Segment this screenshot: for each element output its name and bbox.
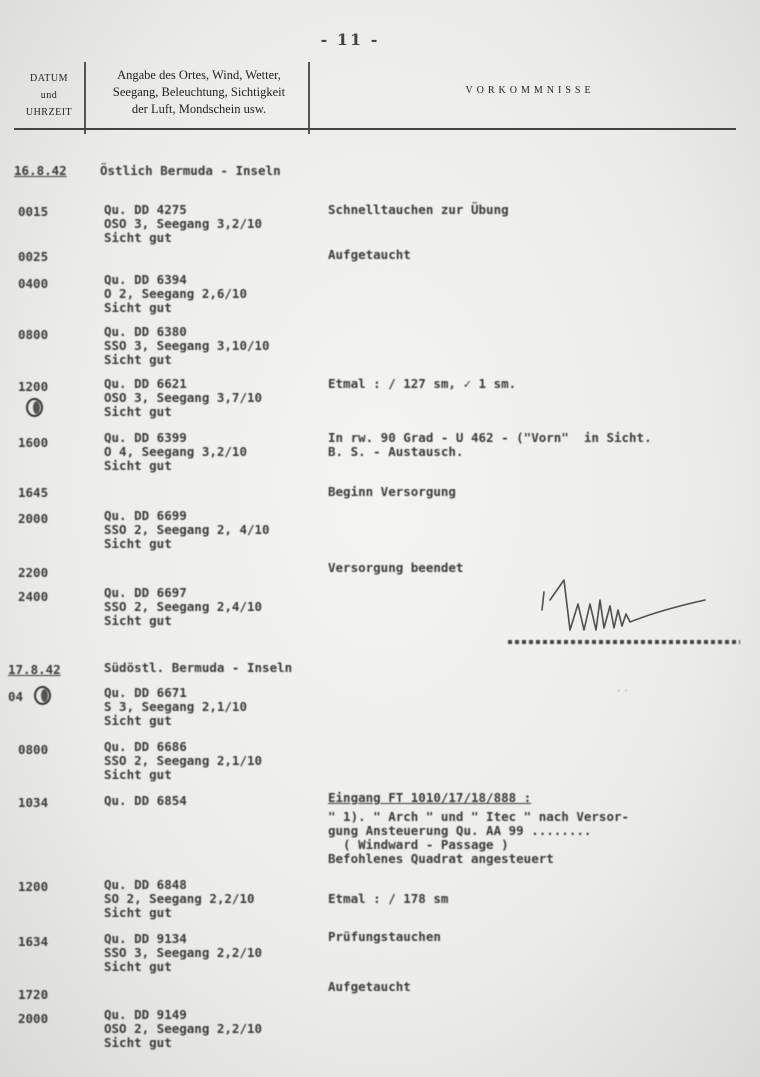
column-divider — [308, 62, 310, 134]
entry-time: 1034 — [18, 795, 49, 810]
entry-event: Versorgung beendet — [328, 560, 464, 575]
entry-event: Prüfungstauchen — [328, 929, 441, 944]
entry-time: 0015 — [18, 204, 49, 219]
entry-event: Beginn Versorgung — [328, 484, 456, 499]
entry-conditions: Qu. DD 6854 — [104, 793, 187, 808]
entry-time: 1600 — [18, 435, 49, 450]
entry-time: 0800 — [18, 742, 49, 757]
entry-conditions: Qu. DD 6699 SSO 2, Seegang 2, 4/10 Sicht gut — [104, 508, 270, 551]
entry-event: Schnelltauchen zur Übung — [328, 202, 509, 217]
moon-phase-icon — [34, 686, 51, 705]
header-datum: DATUM und UHRZEIT — [25, 73, 73, 118]
header-angabe: Angabe des Ortes, Wind, Wetter, Seegang, Beleuchtung, Sichtigkeit der Luft, Mondschein usw. — [112, 68, 286, 116]
entry-time: 2400 — [18, 589, 49, 604]
entry-conditions: Qu. DD 6394 O 2, Seegang 2,6/10 Sicht gut — [104, 272, 247, 315]
entry-conditions: Qu. DD 6671 S 3, Seegang 2,1/10 Sicht gut — [104, 685, 247, 728]
entry-time: 1645 — [18, 485, 49, 500]
entry-time: 1200 — [18, 879, 49, 894]
entry-conditions: Qu. DD 6697 SSO 2, Seegang 2,4/10 Sicht gut — [104, 585, 263, 628]
entry-event: Aufgetaucht — [328, 247, 411, 262]
column-divider — [84, 62, 86, 134]
entry-time: 1200 — [18, 379, 49, 394]
entry-conditions: Qu. DD 9134 SSO 3, Seegang 2,2/10 Sicht gut — [104, 931, 263, 974]
entry-event: Etmal : / 178 sm — [328, 891, 449, 906]
entry-event: In rw. 90 Grad - U 462 - ("Vorn" in Sicht. B. S. - Austausch. — [328, 430, 652, 459]
entry-date: 17.8.42 — [8, 662, 61, 677]
entry-location: Südöstl. Bermuda - Inseln — [104, 660, 293, 675]
entry-conditions: Qu. DD 4275 OSO 3, Seegang 3,2/10 Sicht gut — [104, 202, 263, 245]
entry-conditions: Qu. DD 6848 SO 2, Seegang 2,2/10 Sicht gut — [104, 877, 255, 920]
signature — [530, 570, 730, 650]
signature-dotted-line — [508, 640, 740, 644]
page-number: - 11 - — [320, 30, 380, 49]
entry-event: " 1). " Arch " und " Itec " nach Versor- gung Ansteuerung Qu. AA 99 ........ ( Windward - Passage ) Befohlenes Quadrat angesteuert — [328, 809, 630, 866]
entry-event: Aufgetaucht — [328, 979, 411, 994]
entry-time: 0800 — [18, 327, 49, 342]
entry-time: 2000 — [18, 1011, 49, 1026]
entry-time: 0025 — [18, 249, 49, 264]
entry-conditions: Qu. DD 6399 O 4, Seegang 3,2/10 Sicht gut — [104, 430, 247, 473]
entry-time: 04 — [8, 689, 24, 704]
header-vorkommnisse: VORKOMMNISSE — [465, 85, 595, 96]
entry-time: 1634 — [18, 934, 49, 949]
entry-conditions: Qu. DD 6621 OSO 3, Seegang 3,7/10 Sicht gut — [104, 376, 263, 419]
entry-event-title: Eingang FT 1010/17/18/888 : — [328, 790, 532, 805]
entry-time: 1720 — [18, 987, 49, 1002]
entry-conditions: Qu. DD 6686 SSO 2, Seegang 2,1/10 Sicht gut — [104, 739, 263, 782]
entry-location: Östlich Bermuda - Inseln — [100, 163, 281, 178]
faint-mark: ·· — [615, 684, 630, 698]
header-rule — [14, 128, 736, 130]
entry-date: 16.8.42 — [14, 163, 67, 178]
entry-event: Etmal : / 127 sm, ✓ 1 sm. — [328, 376, 517, 391]
entry-conditions: Qu. DD 6380 SSO 3, Seegang 3,10/10 Sicht gut — [104, 324, 270, 367]
entry-conditions: Qu. DD 9149 OSO 2, Seegang 2,2/10 Sicht gut — [104, 1007, 263, 1050]
entry-time: 2200 — [18, 565, 49, 580]
moon-phase-icon — [26, 398, 43, 417]
entry-time: 0400 — [18, 276, 49, 291]
entry-time: 2000 — [18, 511, 49, 526]
